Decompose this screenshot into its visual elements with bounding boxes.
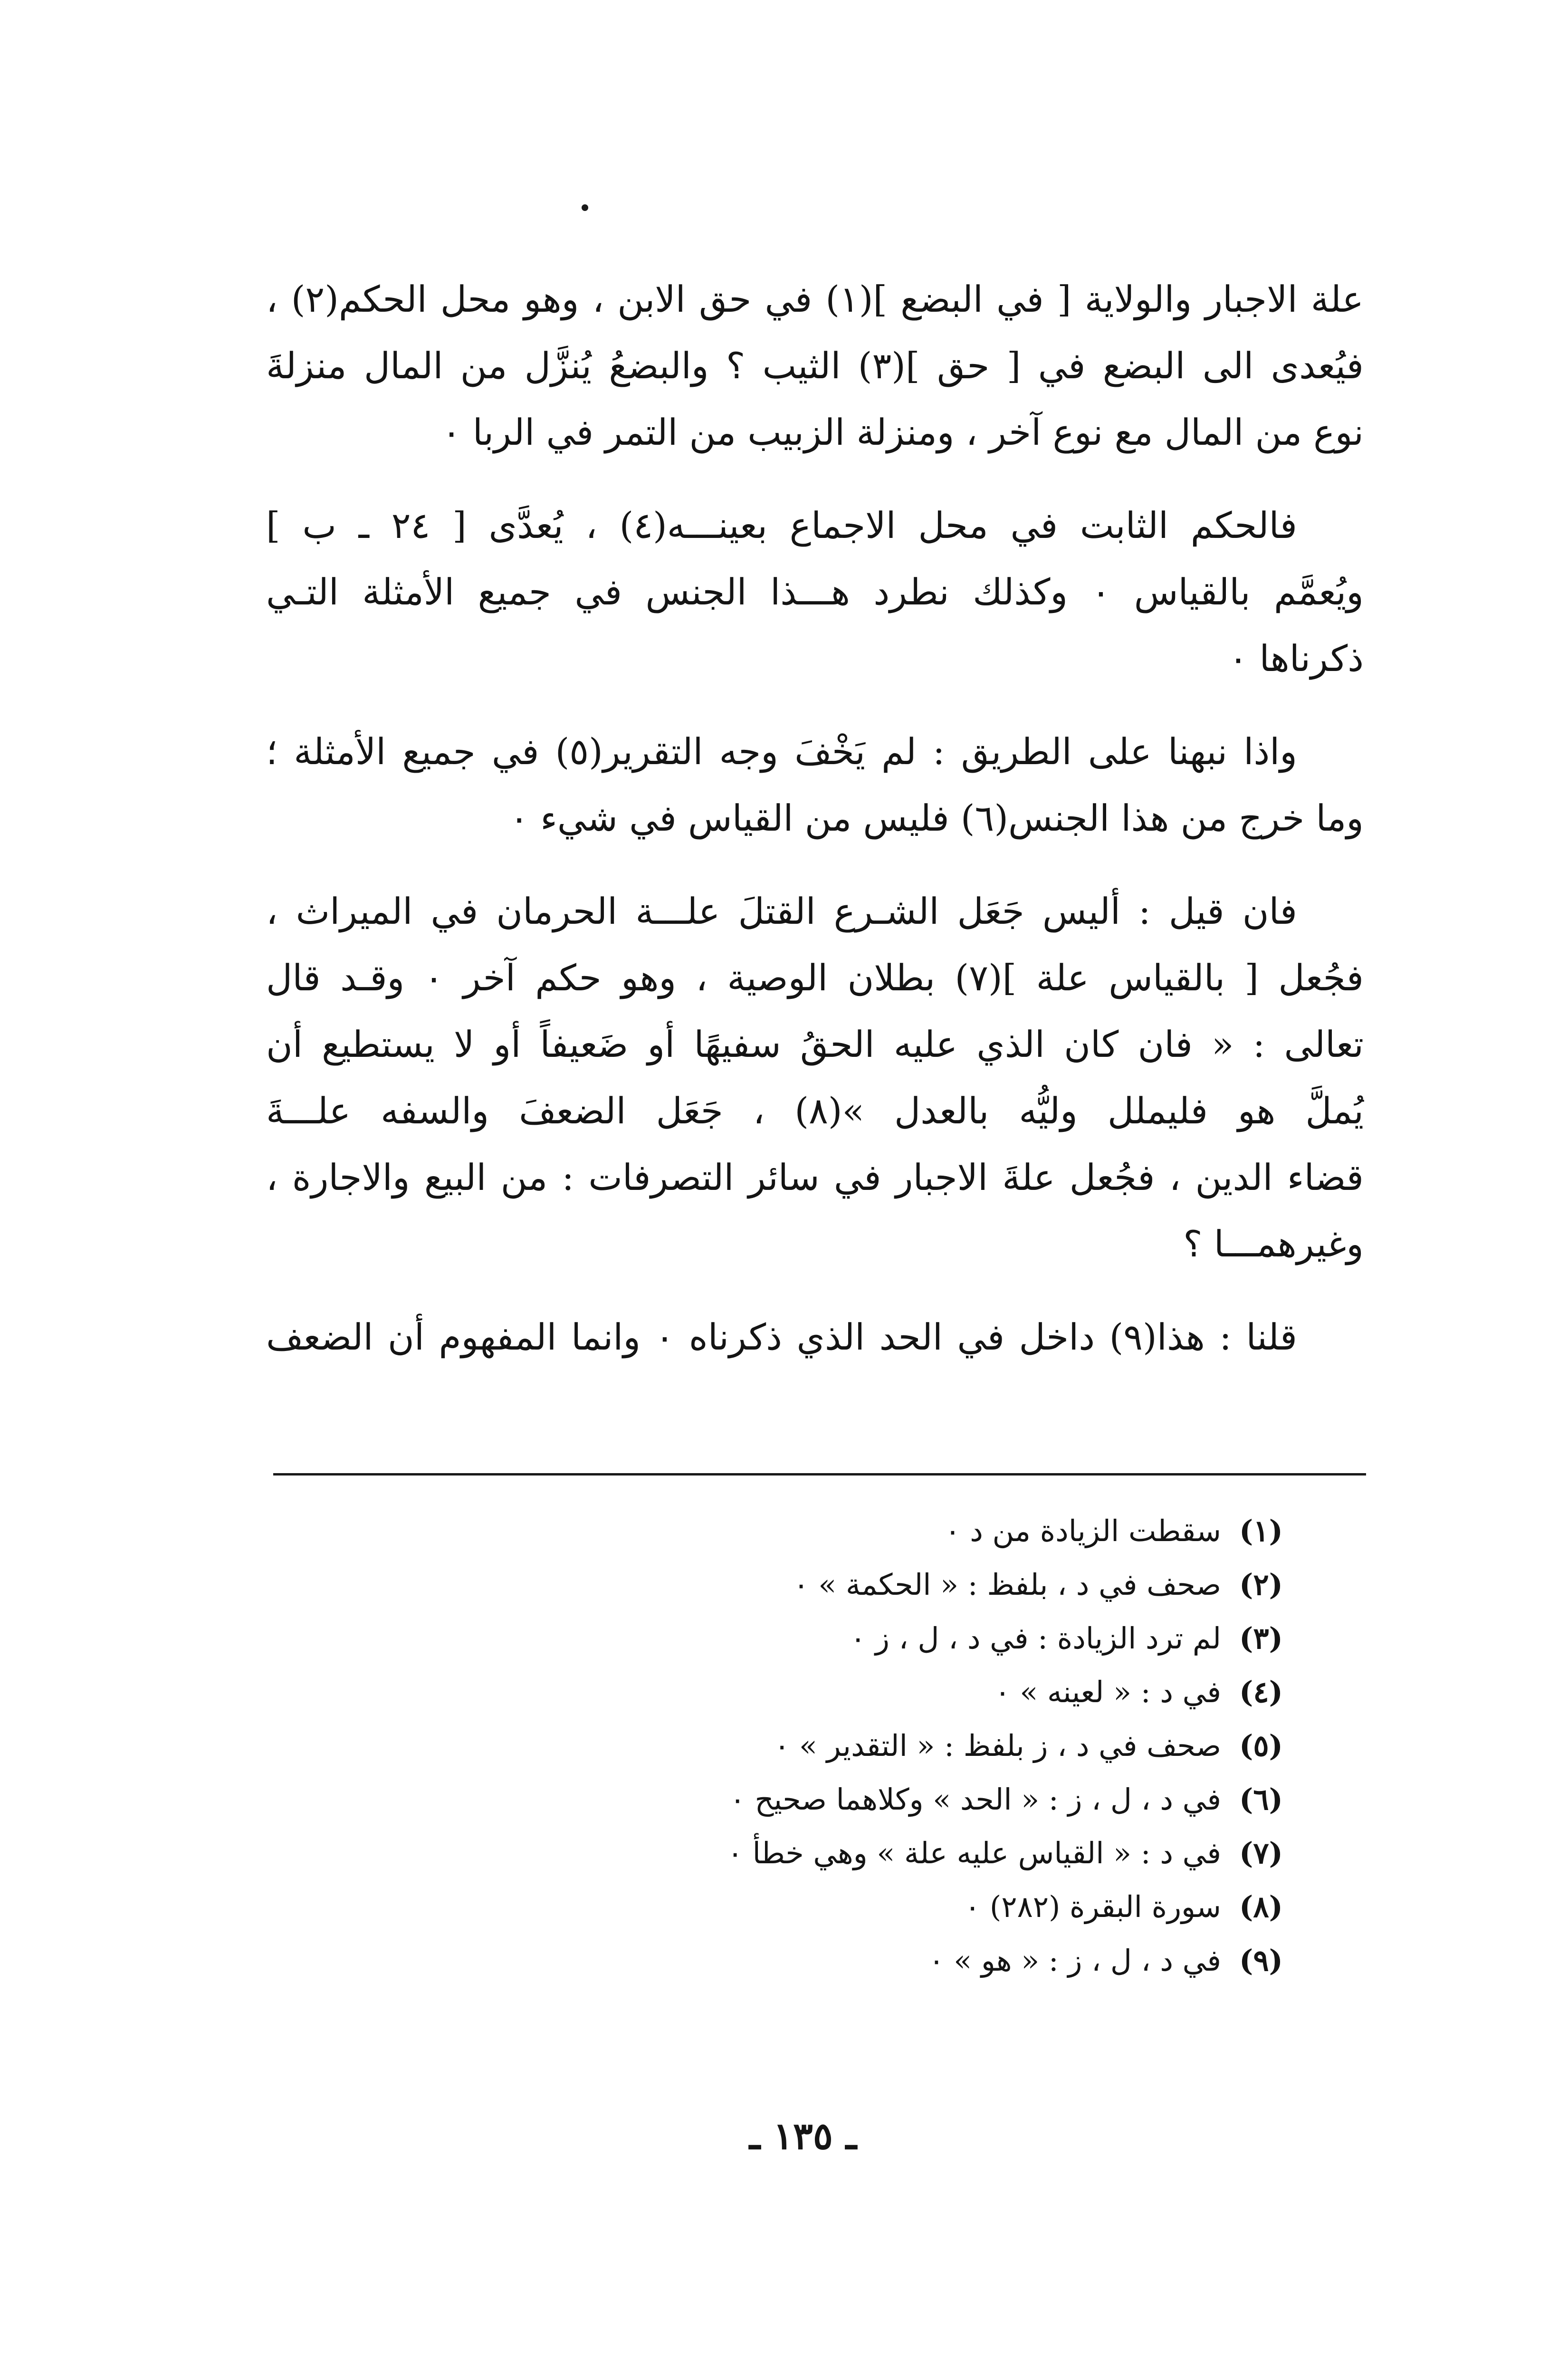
paragraph-4 [266, 878, 1364, 1277]
text-line: فان قيل : أليس جَعَل الشـرع القتلَ علـــة الحرمان في الميراث ، [266, 890, 1297, 932]
text-line: يُملَّ هو فليملل وليُّه بالعدل »(٨) ، جَعَل الضعفَ والسفه علـــةَ [266, 1090, 1364, 1132]
footnote-number: (٧) [1239, 1836, 1283, 1870]
paragraph-3 [266, 719, 1364, 852]
footnote-text: لم ترد الزيادة : في د ، ل ، ز ٠ [850, 1621, 1221, 1656]
footnote-text: في د ، ل ، ز : « الحد » وكلاهما صحيح ٠ [729, 1782, 1221, 1817]
paragraph-2 [266, 492, 1364, 692]
page-number: ـ ١٣٥ ـ [749, 2115, 857, 2158]
footnote-text: في د ، ل ، ز : « هو » ٠ [928, 1943, 1221, 1978]
footnote [266, 1504, 1283, 1558]
footnote-number: (١) [1239, 1514, 1283, 1548]
text-line: ذكرناها ٠ [1228, 637, 1364, 680]
footnote [266, 1665, 1283, 1719]
footnote-text: صحف في د ، ز بلفظ : « التقدير » ٠ [774, 1728, 1221, 1763]
text-line: ويُعمَّم بالقياس ٠ وكذلك نطرد هـــذا الجنس في جميع الأمثلة التـي [266, 571, 1364, 613]
footnote-divider [273, 1473, 1366, 1475]
text-line: فيُعدى الى البضع في [ حق ](٣) الثيب ؟ والبضعُ يُنزَّل من المال منزلةَ [266, 345, 1364, 387]
footnote [266, 1558, 1283, 1611]
footnote-number: (٩) [1239, 1943, 1283, 1978]
footnote-text: في د : « القياس عليه علة » وهي خطأ ٠ [727, 1836, 1221, 1870]
footnote-text: سورة البقرة (٢٨٢) ٠ [964, 1889, 1221, 1924]
footnote [266, 1826, 1283, 1880]
text-line: تعالى : « فان كان الذي عليه الحقُ سفيهًا أو ضَعيفاً أو لا يستطيع أن [266, 1023, 1364, 1065]
main-text [266, 266, 1364, 1397]
text-line: قضاء الدين ، فجُعل علةَ الاجبار في سائر التصرفات : من البيع والاجارة ، [266, 1156, 1364, 1198]
footnote-text: سقطت الزيادة من د ٠ [945, 1514, 1221, 1548]
footnote [266, 1934, 1283, 1987]
footnote-number: (٥) [1239, 1728, 1283, 1763]
text-line: قلنا : هذا(٩) داخل في الحد الذي ذكرناه ٠ وانما المفهوم أن الضعف [266, 1316, 1297, 1358]
text-line: فالحكم الثابت في محل الاجماع بعينـــه(٤) ، يُعدَّى [ ٢٤ ـ ب ] [266, 504, 1297, 546]
footnote [266, 1719, 1283, 1772]
ink-speck [582, 204, 588, 211]
text-line: علة الاجبار والولاية [ في البضع ](١) في حق الابن ، وهو محل الحكم(٢) ، [266, 278, 1364, 320]
text-line: واذا نبهنا على الطريق : لم يَخْفَ وجه التقرير(٥) في جميع الأمثلة ؛ [266, 730, 1297, 773]
footnote [266, 1611, 1283, 1665]
text-line: وغيرهمـــا ؟ [1183, 1223, 1364, 1265]
footnote-number: (٨) [1239, 1889, 1283, 1924]
footnote [266, 1880, 1283, 1934]
text-line: وما خرج من هذا الجنس(٦) فليس من القياس في شيء ٠ [509, 797, 1364, 839]
footnote-number: (٢) [1239, 1567, 1283, 1602]
footnote-number: (٤) [1239, 1675, 1283, 1709]
paragraph-1 [266, 266, 1364, 466]
footnote-text: في د : « لعينه » ٠ [994, 1675, 1221, 1709]
text-line: فجُعل [ بالقياس علة ](٧) بطلان الوصية ، وهو حكم آخر ٠ وقـد قال [266, 957, 1364, 999]
paragraph-5 [266, 1304, 1364, 1370]
footnotes [266, 1504, 1283, 1987]
footnote-number: (٦) [1239, 1782, 1283, 1817]
footnote-number: (٣) [1239, 1621, 1283, 1656]
text-line: نوع من المال مع نوع آخر ، ومنزلة الزبيب من التمر في الربا ٠ [441, 411, 1364, 453]
footnote-text: صحف في د ، بلفظ : « الحكمة » ٠ [793, 1567, 1221, 1602]
footnote [266, 1772, 1283, 1826]
